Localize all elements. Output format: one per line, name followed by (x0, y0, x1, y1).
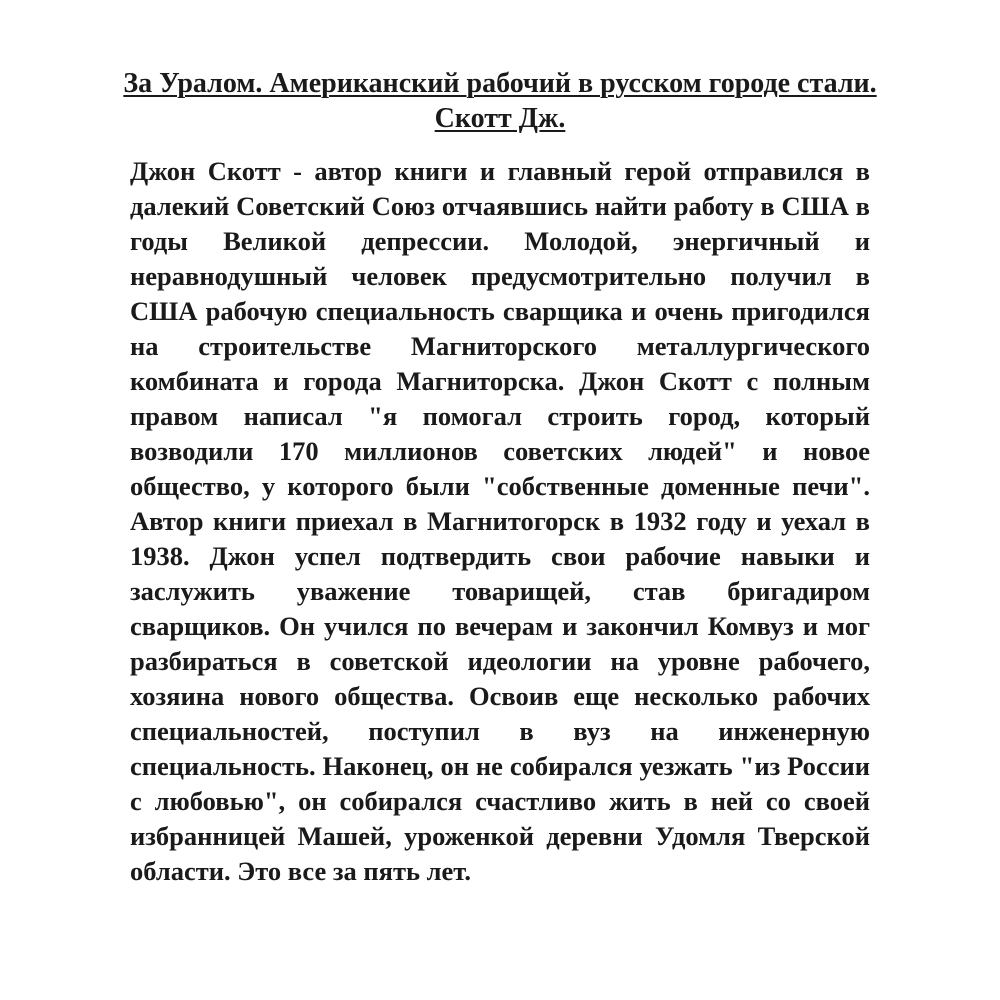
document-title: За Уралом. Американский рабочий в русском городе стали. Скотт Дж. (123, 68, 877, 134)
document-body-text: Джон Скотт - автор книги и главный герой отправился в далекий Советский Союз отчаявшись найти работу в США в годы Великой депрессии. Молодой, энергичный и неравнодушный человек предусмотрительно получил в США рабочую специальность сварщика и очень пригодился на строительстве Магниторского металлургического комбината и города Магниторска. Джон Скотт с полным правом написал "я помогал строить город, который возводили 170 миллионов советских людей" и новое общество, у которого были "собственные доменные печи". Автор книги приехал в Магнитогорск в 1932 году и уехал в 1938. Джон успел подтвердить свои рабочие навыки и заслужить уважение товарищей, став бригадиром сварщиков. Он учился по вечерам и закончил Комвуз и мог разбираться в советской идеологии на уровне рабочего, хозяина нового общества. Освоив еще несколько рабочих специальностей, поступил в вуз на инженерную специальность. Наконец, он не собирался уезжать "из России с любовью", он собирался счастливо жить в ней со своей избранницей Машей, уроженкой деревни Удомля Тверской области. Это все за пять лет. (130, 156, 870, 886)
